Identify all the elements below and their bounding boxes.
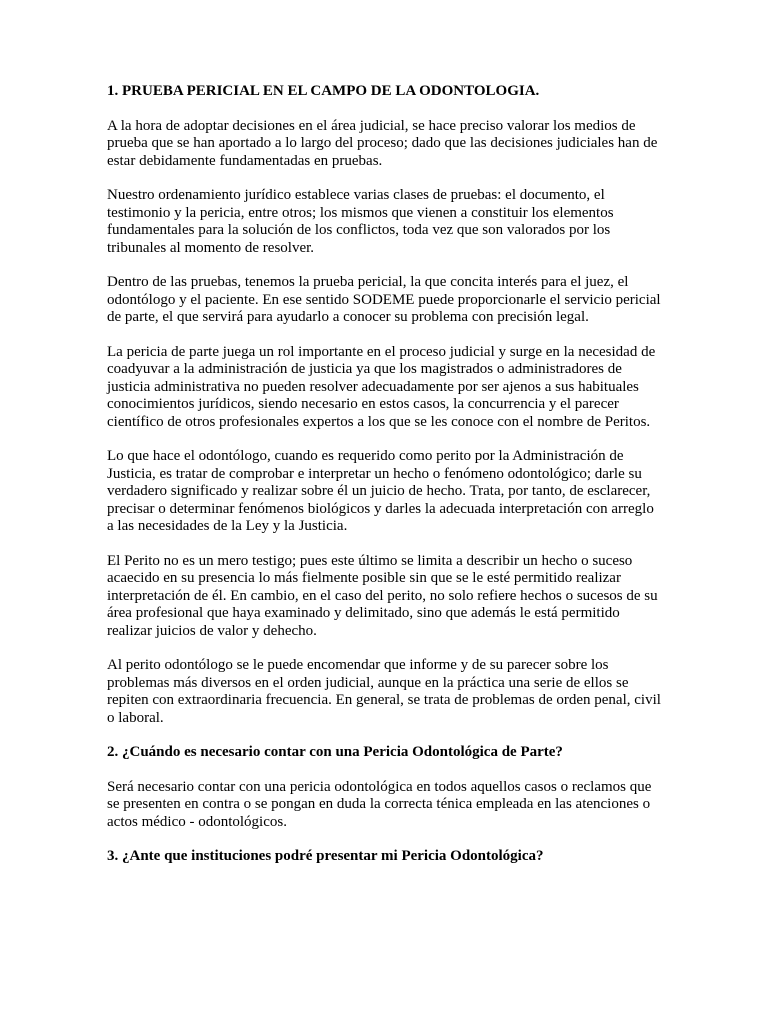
paragraph: Al perito odontólogo se le puede encomendar que informe y de su parecer sobre los problemas más diversos en el orden judicial, aunque en la práctica una serie de ellos se repiten con extraordinaria frecuencia. En general, se trata de problemas de orden penal, civil o laboral. [107,657,661,726]
document-page [107,83,662,866]
paragraph: Dentro de las pruebas, tenemos la prueba pericial, la que concita interés para el juez, el odontólogo y el paciente. En ese sentido SODEME puede proporcionarle el servicio pericial de parte, el que servirá para ayudarlo a conocer su problema con precisión legal. [107,274,661,325]
paragraph: Lo que hace el odontólogo, cuando es requerido como perito por la Administración de Justicia, es tratar de comprobar e interpretar un hecho o fenómeno odontológico; darle su verdadero significado y realizar sobre él un juicio de hecho. Trata, por tanto, de esclarecer, precisar o determinar fenómenos biológicos y darles la adecuada interpretación con arreglo a las necesidades de la Ley y la Justicia. [107,448,654,534]
section-1-heading: 1. PRUEBA PERICIAL EN EL CAMPO DE LA ODONTOLOGIA. [107,83,540,99]
section-2-paragraph: Será necesario contar con una pericia odontológica en todos aquellos casos o reclamos que se presenten en contra o se pongan en duda la correcta ténica empleada en las atenciones o actos médico - odontológicos. [107,778,652,830]
paragraph: El Perito no es un mero testigo; pues este último se limita a describir un hecho o suceso acaecido en su presencia lo más fielmente posible sin que se le esté permitido realizar interpretación de él. En cambio, en el caso del perito, no solo refiere hechos o sucesos de su área profesional que haya examinado y delimitado, sino que además le está permitido realizar juicios de valor y dehecho. [107,552,658,639]
section-3-heading: 3. ¿Ante que instituciones podré presentar mi Pericia Odontológica? [107,848,544,864]
section-2-heading: 2. ¿Cuándo es necesario contar con una Pericia Odontológica de Parte? [107,744,563,760]
paragraph: A la hora de adoptar decisiones en el área judicial, se hace preciso valorar los medios de prueba que se han aportado a lo largo del proceso; dado que las decisiones judiciales han de estar debidamente fundamentadas en pruebas. [107,117,658,169]
paragraph: Nuestro ordenamiento jurídico establece varias clases de pruebas: el documento, el testimonio y la pericia, entre otros; los mismos que vienen a constituir los elementos fundamentales para la solución de los conflictos, toda vez que son valorados por los tribunales al momento de resolver. [107,187,614,256]
paragraph: La pericia de parte juega un rol importante en el proceso judicial y surge en la necesidad de coadyuvar a la administración de justicia ya que los magistrados o administradores de justicia administrativa no pueden resolver adecuadamente por ser ajenos a sus habituales conocimientos jurídicos, siendo necesario en estos casos, la concurrencia y el parecer científico de otros profesionales expertos a los que se les conoce con el nombre de Peritos. [107,343,656,430]
